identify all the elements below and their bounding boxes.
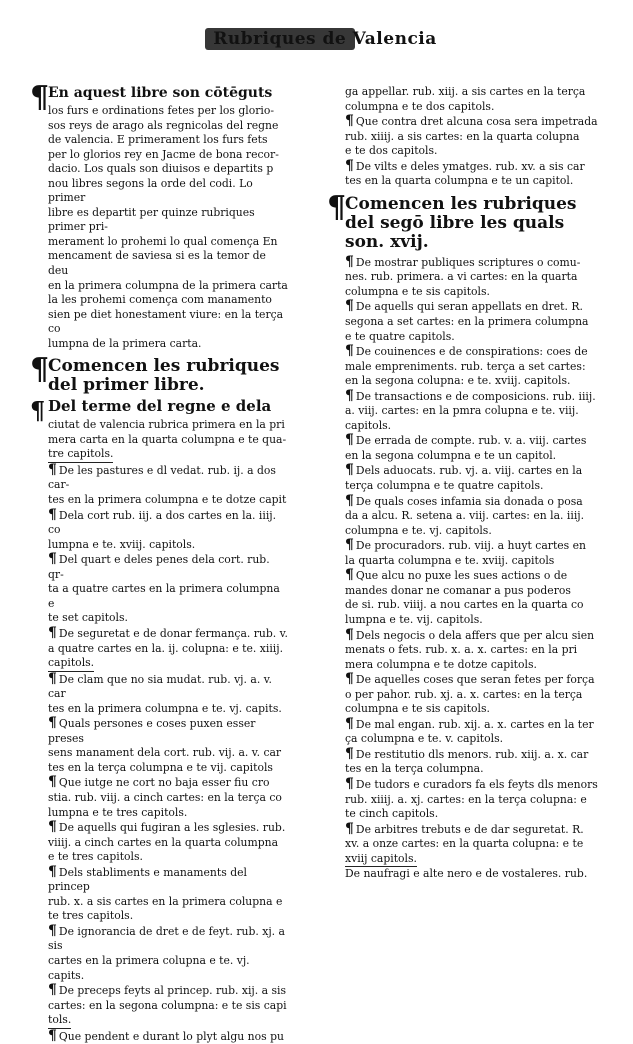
rubric-line: tes en la terça columpna. bbox=[345, 762, 484, 776]
rubric-line: ¶ De clam que no sia mudat. rub. vj. a. v. car bbox=[48, 670, 272, 701]
rubric-line: a. viij. cartes: en la pmra colupna e te. viij. bbox=[345, 404, 579, 418]
rubric-line: ¶ De errada de compte. rub. v. a. viij. cartes bbox=[345, 432, 587, 449]
intro-heading-text: En aquest libre son cōtēguts bbox=[48, 85, 273, 101]
rubric-line: ¶ De restitutio dls menors. rub. xiij. a. x. car bbox=[345, 745, 589, 762]
rubric-line: te set capitols. bbox=[48, 611, 128, 625]
rubric-line: sens manament dela cort. rub. vij. a. v. car bbox=[48, 746, 282, 760]
pilcrow-icon: ¶ bbox=[345, 775, 354, 792]
text-line: columpna e te dos capitols. bbox=[345, 99, 495, 113]
pilcrow-icon: ¶ bbox=[345, 298, 354, 315]
rubric-line: xv. a onze cartes: en la quarta colupna: e te bbox=[345, 837, 584, 851]
pilcrow-icon: ¶ bbox=[48, 774, 57, 791]
section-heading-text: Comencen les rubriques del segō libre les quals son. xvij. bbox=[345, 193, 577, 252]
pilcrow-icon: ¶ bbox=[345, 745, 354, 762]
pilcrow-icon: ¶ bbox=[327, 189, 347, 225]
text-line: mera carta en la quarta columpna e te qua- bbox=[48, 432, 287, 446]
pilcrow-icon: ¶ bbox=[345, 537, 354, 554]
pilcrow-icon: ¶ bbox=[48, 506, 57, 523]
rubric-line: male empreniments. rub. terça a set cartes: bbox=[345, 359, 586, 373]
pilcrow-icon: ¶ bbox=[48, 819, 57, 836]
rubric-line: ¶ Dels stabliments e manaments del princep bbox=[48, 863, 247, 894]
rubric-line: ¶ De aquells qui fugiran a les sglesies. rub. bbox=[48, 819, 286, 836]
continuation-block bbox=[333, 85, 605, 189]
rubric-line: ta a quatre cartes en la primera columpna e bbox=[48, 582, 280, 610]
pilcrow-icon: ¶ bbox=[345, 343, 354, 360]
rubric-list bbox=[36, 463, 288, 1044]
rubric-line: ¶ De arbitres trebuts e de dar seguretat. R. bbox=[345, 820, 584, 837]
rubric-line: capitols. bbox=[48, 656, 94, 672]
pilcrow-icon: ¶ bbox=[345, 671, 354, 688]
intro-line: per lo glorios rey en Jacme de bona recor- bbox=[48, 147, 279, 161]
rubric-line: ¶ De preceps feyts al princep. rub. xij. a sis bbox=[48, 982, 287, 999]
pilcrow-icon: ¶ bbox=[345, 715, 354, 732]
rubric-line: ¶ Del quart e deles penes dela cort. rub. qr- bbox=[48, 551, 270, 581]
rubric-line: ¶ De quals coses infamia sia donada o posa bbox=[345, 492, 583, 509]
running-head bbox=[205, 26, 445, 52]
rubric-line: segona a set cartes: en la primera columpna bbox=[345, 315, 589, 329]
rubric-line: ¶ Dels negocis o dela affers que per alcu sien bbox=[345, 626, 595, 643]
section-heading-second-book bbox=[327, 189, 605, 252]
rubric-line: ¶ De seguretat e de donar fermança. rub. v. bbox=[48, 624, 288, 641]
rubric-line: ¶ De tudors e curadors fa els feyts dls menors bbox=[345, 775, 598, 792]
rubric-line: e te quatre capitols. bbox=[345, 329, 455, 343]
running-head-text: Rubriques de Valencia bbox=[213, 29, 437, 49]
pilcrow-icon: ¶ bbox=[48, 624, 57, 641]
intro-line: sien pe diet honestament viure: en la terça co bbox=[48, 307, 284, 336]
pilcrow-icon: ¶ bbox=[345, 626, 354, 643]
rubric-line: menats o fets. rub. x. a. x. cartes: en la pri bbox=[345, 643, 578, 657]
pilcrow-icon: ¶ bbox=[48, 863, 57, 880]
rubric-line: columpna e te sis capitols. bbox=[345, 284, 490, 298]
pilcrow-icon: ¶ bbox=[48, 670, 57, 687]
rubric-line: capitols. bbox=[345, 418, 392, 432]
termes-paragraph bbox=[36, 418, 288, 463]
intro-line: la les prohemi comença com manamento bbox=[48, 293, 272, 307]
text-line: ga appellar. rub. xiij. a sis cartes en la terça bbox=[345, 85, 586, 98]
rubric-line: viiij. a cinch cartes en la quarta columpna bbox=[48, 835, 279, 849]
pilcrow-icon: ¶ bbox=[345, 432, 354, 449]
intro-line: sos reys de arago als regnicolas del regne bbox=[48, 118, 279, 132]
pilcrow-icon: ¶ bbox=[345, 253, 354, 270]
pilcrow-icon: ¶ bbox=[345, 157, 354, 174]
pilcrow-icon: ¶ bbox=[345, 820, 354, 837]
rubric-line: ¶ De mostrar publiques scriptures o comu- bbox=[345, 253, 581, 270]
intro-line: en la primera columpna de la primera carta bbox=[48, 278, 288, 292]
rubric-line: cartes: en la segona columpna: e te sis capi bbox=[48, 998, 287, 1012]
left-column bbox=[30, 80, 288, 1044]
rubric-line: ¶ De aquells qui seran appellats en dret. R. bbox=[345, 298, 583, 315]
pilcrow-icon: ¶ bbox=[345, 492, 354, 509]
rubric-line: te cinch capitols. bbox=[345, 807, 439, 821]
rubric-line: ¶ De transactions e de composicions. rub. iiij. bbox=[345, 387, 596, 404]
text-line: rub. xiiij. a sis cartes: en la quarta colupna bbox=[345, 129, 580, 143]
pilcrow-icon: ¶ bbox=[345, 387, 354, 404]
right-column bbox=[327, 85, 605, 882]
text-line: ¶ De vilts e deles ymatges. rub. xv. a sis car bbox=[345, 157, 585, 174]
rubric-line: columpna e te. vj. capitols. bbox=[345, 523, 492, 537]
intro-line: dacio. Los quals son diuisos e departits p bbox=[48, 162, 274, 176]
pilcrow-icon: ¶ bbox=[345, 567, 354, 584]
rubric-line: ¶ De ignorancia de dret e de feyt. rub. xj. a sis bbox=[48, 922, 285, 953]
rubric-line: en la segona columpna e te un capitol. bbox=[345, 448, 557, 462]
rubric-line: ¶ De couinences e de conspirations: coes de bbox=[345, 343, 588, 360]
pilcrow-icon: ¶ bbox=[345, 462, 354, 479]
rubric-line: ¶ Que alcu no puxe les sues actions o de bbox=[345, 567, 568, 584]
text-line: ciutat de valencia rubrica primera en la pri bbox=[48, 418, 285, 432]
rubric-line: tes en la primera columpna e te. vj. capits. bbox=[48, 701, 282, 715]
pilcrow-icon: ¶ bbox=[345, 113, 354, 130]
rubric-line: stia. rub. viij. a cinch cartes: en la terça co bbox=[48, 790, 282, 804]
pilcrow-icon: ¶ bbox=[48, 922, 57, 939]
pilcrow-icon: ¶ bbox=[48, 982, 57, 999]
pilcrow-icon: ¶ bbox=[30, 396, 46, 426]
section-heading-first-book bbox=[30, 352, 288, 396]
rubric-line: o per pahor. rub. xj. a. x. cartes: en la terça bbox=[345, 687, 583, 701]
intro-line: nou libres segons la orde del codi. Lo primer bbox=[48, 176, 253, 205]
text-line: tes en la quarta columpna e te un capitol. bbox=[345, 174, 574, 188]
pilcrow-icon: ¶ bbox=[48, 551, 57, 568]
intro-line: los furs e ordinations fetes per los glorio- bbox=[48, 104, 275, 117]
rubric-line: a quatre cartes en la. ij. colupna: e te. xiiij. bbox=[48, 641, 284, 655]
pilcrow-icon: ¶ bbox=[30, 352, 50, 388]
rubric-line: xviij capitols. bbox=[345, 852, 417, 868]
intro-line: lumpna de la primera carta. bbox=[48, 336, 202, 350]
rubric-line: ¶ De procuradors. rub. viij. a huyt cartes en bbox=[345, 537, 586, 554]
rubric-line: ¶ De les pastures e dl vedat. rub. ij. a dos car- bbox=[48, 461, 276, 492]
rubric-line: tes en la terça columpna e te vij. capitols bbox=[48, 760, 273, 774]
intro-line: de valencia. E primerament los furs fets bbox=[48, 133, 268, 147]
rubric-line: rub. x. a sis cartes en la primera colupna e bbox=[48, 894, 283, 908]
rubric-line: en la segona colupna: e te. xviij. capitols. bbox=[345, 374, 571, 388]
rubric-line: lumpna e te. vij. capitols. bbox=[345, 612, 483, 626]
rubric-line: ¶ Dels aduocats. rub. vj. a. viij. cartes en la bbox=[345, 462, 583, 479]
rubric-line: tes en la primera columpna e te dotze capit bbox=[48, 493, 287, 507]
rubric-line: mandes donar ne comanar a pus poderos bbox=[345, 583, 571, 597]
rubric-line: te tres capitols. bbox=[48, 909, 134, 923]
rubric-line: ¶ Que iutge ne cort no baja esser fiu cro bbox=[48, 774, 270, 791]
intro-line: mencament de saviesa si es la temor de deu bbox=[48, 249, 266, 278]
intro-line: merament lo prohemi lo qual comença En bbox=[48, 234, 278, 248]
pilcrow-icon: ¶ bbox=[48, 1027, 57, 1044]
rubric-line: nes. rub. primera. a vi cartes: en la quarta bbox=[345, 270, 578, 284]
text-line: e te dos capitols. bbox=[345, 144, 438, 158]
rubric-line: la quarta columpna e te. xviij. capitols bbox=[345, 553, 555, 567]
rubric-line: da a alcu. R. setena a. viij. cartes: en la. iiij. bbox=[345, 509, 585, 523]
rubric-line: e te tres capitols. bbox=[48, 850, 143, 864]
rubric-line: lumpna e te tres capitols. bbox=[48, 805, 188, 819]
rubric-heading-text: Del terme del regne e dela bbox=[48, 397, 272, 416]
intro-line: libre es departit per quinze rubriques primer pri- bbox=[48, 205, 255, 234]
rubric-line: tols. bbox=[48, 1013, 71, 1029]
rubric-line: De naufragi e alte nero e de vostaleres. rub. bbox=[345, 867, 588, 881]
intro-paragraph bbox=[36, 104, 288, 351]
pilcrow-icon: ¶ bbox=[30, 80, 50, 115]
section-heading-text: Comencen les rubriques del primer libre. bbox=[48, 356, 280, 396]
rubric-line: ¶ Quals persones e coses puxen esser preses bbox=[48, 715, 256, 745]
text-line: tre capitols. bbox=[48, 447, 113, 463]
rubric-line: de si. rub. viiij. a nou cartes en la quarta co bbox=[345, 598, 584, 612]
rubric-line: terça columpna e te quatre capitols. bbox=[345, 479, 544, 493]
rubric-line: mera columpna e te dotze capitols. bbox=[345, 657, 537, 671]
pilcrow-icon: ¶ bbox=[48, 715, 57, 732]
rubric-line: ¶ Que pendent e durant lo plyt algu nos pu bbox=[48, 1027, 284, 1044]
rubric-line: columpna e te sis capitols. bbox=[345, 702, 490, 716]
rubric-line: ¶ Dela cort rub. iij. a dos cartes en la. iiij. co bbox=[48, 506, 277, 537]
rubric-line: ça columpna e te. v. capitols. bbox=[345, 732, 504, 746]
pilcrow-icon: ¶ bbox=[48, 461, 57, 478]
rubric-line: ¶ De aquelles coses que seran fetes per força bbox=[345, 671, 595, 688]
rubric-line: cartes en la primera colupna e te. vj. capits. bbox=[48, 953, 250, 982]
rubric-line: lumpna e te. xviij. capitols. bbox=[48, 537, 196, 551]
rubric-line: rub. xiiij. a. xj. cartes: en la terça colupna: e bbox=[345, 792, 587, 806]
text-line: ¶ Que contra dret alcuna cosa sera impetrada bbox=[345, 113, 598, 130]
rubric-list bbox=[333, 255, 605, 882]
rubric-line: ¶ De mal engan. rub. xij. a. x. cartes en la ter bbox=[345, 715, 594, 732]
